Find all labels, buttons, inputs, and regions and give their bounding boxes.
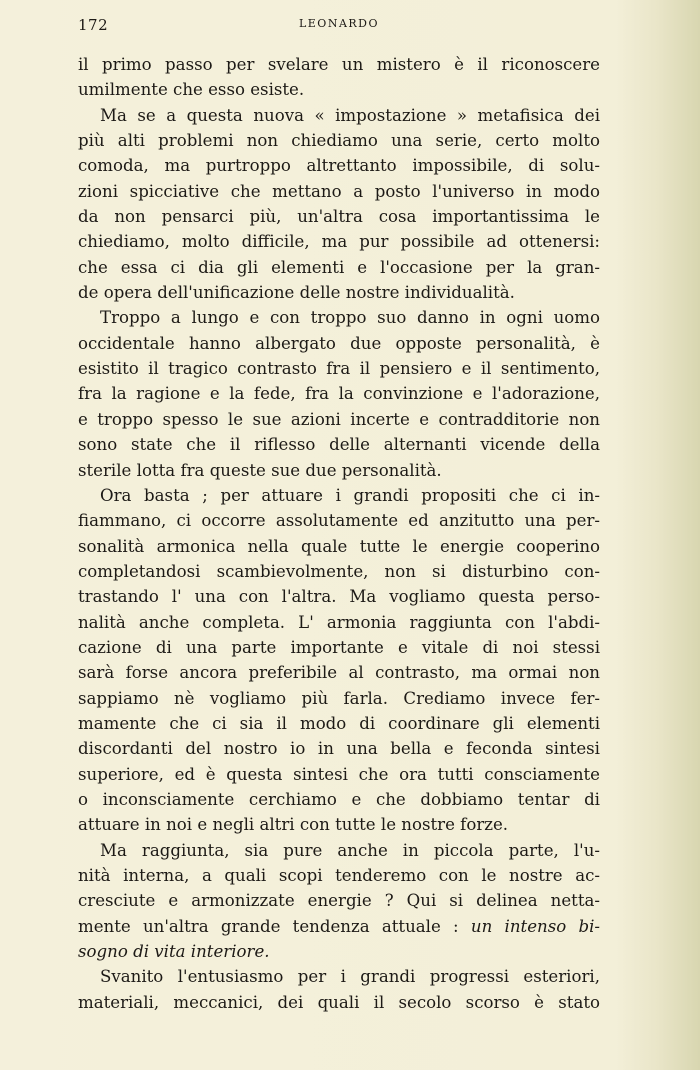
- text-line: [78, 77, 600, 102]
- text-line-content: sono state che il riflesso delle alternanti vicende della: [78, 435, 600, 455]
- text-line-content: sterile lotta fra queste sue due personalità.: [78, 460, 442, 480]
- text-line: [78, 812, 600, 837]
- text-line: [78, 534, 600, 559]
- text-line: [78, 686, 600, 711]
- text-line: [78, 153, 600, 178]
- italic-phrase: un intenso bi-: [470, 916, 600, 936]
- text-line-content: discordanti del nostro io in una bella e feconda sintesi: [78, 739, 600, 759]
- text-line: [78, 914, 600, 939]
- text-line: [78, 381, 600, 406]
- text-line: [78, 863, 600, 888]
- text-line-content: che essa ci dia gli elementi e l'occasione per la gran-: [78, 257, 600, 277]
- text-line: [78, 356, 600, 381]
- text-line-content: de opera dell'unificazione delle nostre individualità.: [78, 283, 515, 303]
- italic-phrase: sogno di vita interiore.: [78, 942, 270, 962]
- text-line-content: nità interna, a quali scopi tenderemo con le nostre ac-: [78, 866, 600, 885]
- text-line: [78, 762, 600, 787]
- text-line-content: comoda, ma purtroppo altrettanto impossibile, di solu-: [78, 156, 600, 176]
- text-line-content: sonalità armonica nella quale tutte le energie cooperino: [78, 536, 600, 556]
- text-line-content: mente un'altra grande tendenza attuale :: [78, 916, 459, 936]
- text-line-content: Troppo a lungo e con troppo suo danno in ogni uomo: [100, 308, 600, 328]
- text-line-content: Ma se a questa nuova « impostazione » metafisica dei: [100, 105, 600, 125]
- text-line-content: e troppo spesso le sue azioni incerte e contradditorie non: [78, 409, 600, 429]
- text-line-content: esistito il tragico contrasto fra il pensiero e il sentimento,: [78, 359, 600, 379]
- text-line: [78, 103, 600, 128]
- text-line: [78, 584, 600, 609]
- text-line: [78, 179, 600, 204]
- text-line-content: sappiamo nè vogliamo più farla. Crediamo invece fer-: [78, 688, 600, 708]
- text-line: [78, 52, 600, 77]
- page-number: 172: [78, 16, 109, 34]
- text-line: [78, 229, 600, 254]
- text-line-content: il primo passo per svelare un mistero è il riconoscere: [78, 55, 600, 74]
- text-line-content: superiore, ed è questa sintesi che ora tutti consciamente: [78, 764, 600, 784]
- text-line: [78, 432, 600, 457]
- text-line-content: cresciute e armonizzate energie ? Qui si delinea netta-: [78, 891, 600, 911]
- text-line-content: Svanito l'entusiasmo per i grandi progressi esteriori,: [100, 967, 600, 987]
- body-text: [78, 52, 600, 1015]
- text-line: [78, 331, 600, 356]
- text-line-content: completandosi scambievolmente, non si disturbino con-: [78, 561, 600, 581]
- text-line-content: materiali, meccanici, dei quali il secolo scorso è stato: [78, 992, 600, 1012]
- running-title: LEONARDO: [298, 17, 380, 30]
- text-line-content: mamente che ci sia il modo di coordinare gli elementi: [78, 713, 600, 733]
- text-line-content: fra la ragione e la fede, fra la convinzione e l'adorazione,: [78, 384, 600, 404]
- text-line: [78, 483, 600, 508]
- text-line: [78, 280, 600, 305]
- text-line-content: sarà forse ancora preferibile al contrasto, ma ormai non: [78, 663, 600, 683]
- text-line-content: o inconsciamente cerchiamo e che dobbiamo tentar di: [78, 789, 600, 809]
- text-line: [78, 838, 600, 863]
- text-line: [78, 711, 600, 736]
- text-line-content: Ma raggiunta, sia pure anche in piccola parte, l'u-: [100, 840, 600, 860]
- text-line: [78, 888, 600, 913]
- text-line: [78, 204, 600, 229]
- text-line: [78, 458, 600, 483]
- text-line: [78, 407, 600, 432]
- text-line-content: zioni spicciative che mettano a posto l'universo in modo: [78, 181, 600, 201]
- text-line-content: trastando l' una con l'altra. Ma vogliamo questa perso-: [78, 587, 600, 607]
- text-line: [78, 508, 600, 533]
- text-line: [78, 990, 600, 1015]
- text-line: [78, 559, 600, 584]
- text-line: [78, 939, 600, 964]
- text-line: [78, 964, 600, 989]
- text-line: [78, 610, 600, 635]
- text-line-content: da non pensarci più, un'altra cosa importantissima le: [78, 207, 600, 227]
- text-line-content: umilmente che esso esiste.: [78, 80, 305, 100]
- text-line: [78, 736, 600, 761]
- text-line: [78, 660, 600, 685]
- text-line: [78, 635, 600, 660]
- text-line: [78, 305, 600, 330]
- text-line-content: più alti problemi non chiediamo una serie, certo molto: [78, 131, 600, 151]
- text-line: [78, 128, 600, 153]
- text-line-content: fiammano, ci occorre assolutamente ed anzitutto una per-: [78, 511, 600, 531]
- text-line-content: chiediamo, molto difficile, ma pur possibile ad ottenersi:: [78, 232, 600, 252]
- text-line: [78, 255, 600, 280]
- text-line: [78, 787, 600, 812]
- text-line-content: Ora basta ; per attuare i grandi propositi che ci in-: [100, 485, 600, 505]
- text-line-content: cazione di una parte importante e vitale di noi stessi: [78, 637, 600, 657]
- text-line-content: attuare in noi e negli altri con tutte le nostre forze.: [78, 815, 509, 835]
- text-line-content: nalità anche completa. L' armonia raggiunta con l'abdi-: [78, 612, 600, 632]
- text-line-content: occidentale hanno albergato due opposte personalità, è: [78, 333, 600, 353]
- page-header: [78, 16, 600, 36]
